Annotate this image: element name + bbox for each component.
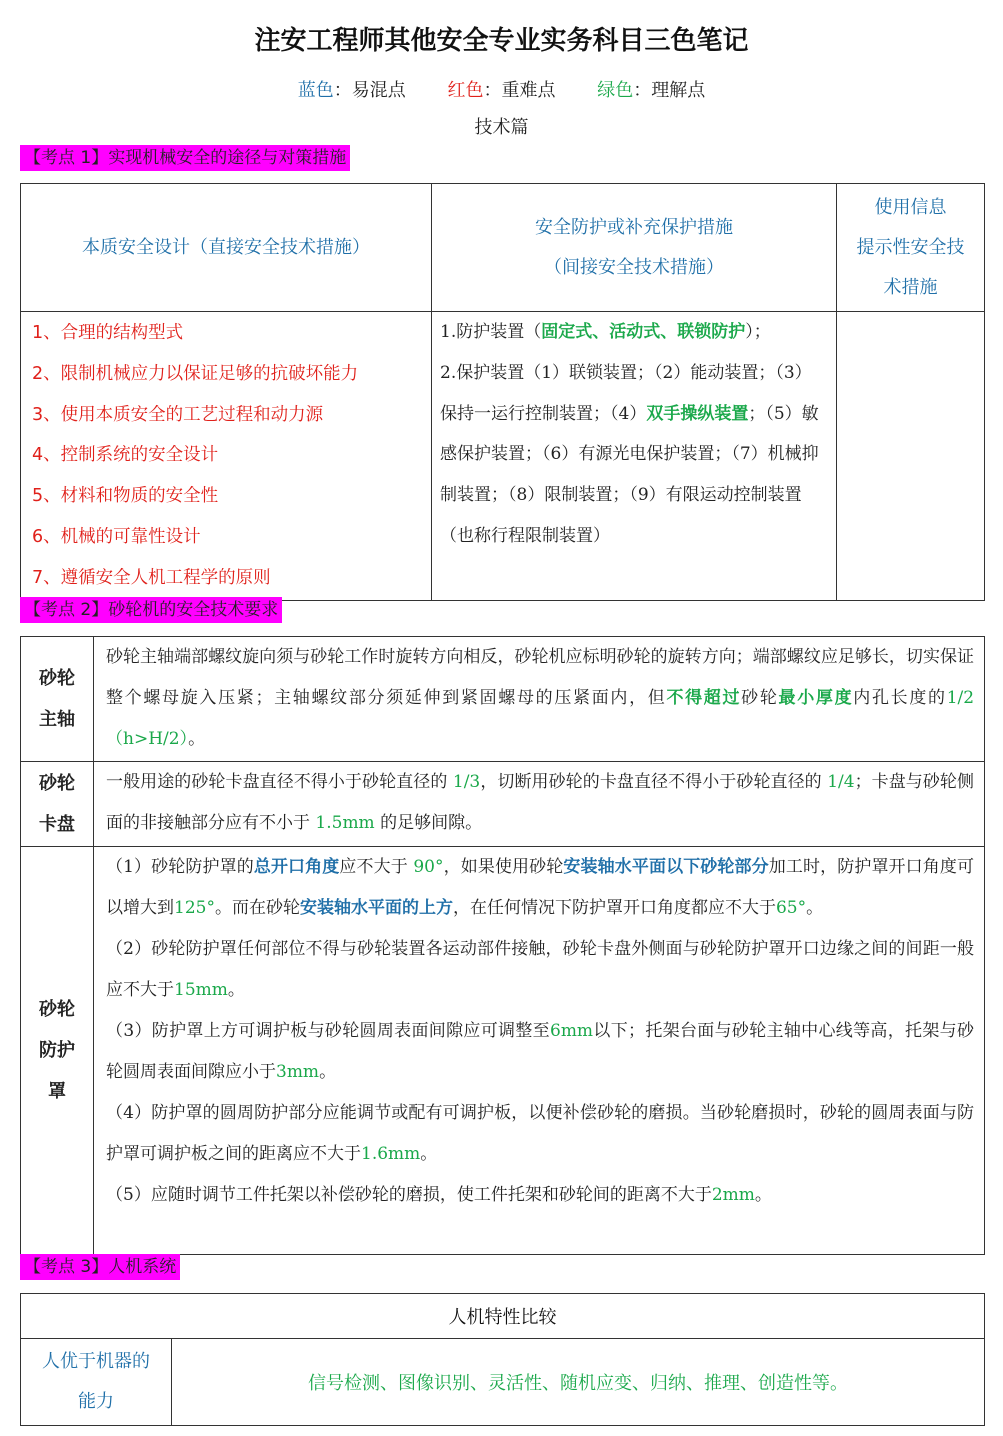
text-run: 。 [420, 1144, 438, 1164]
legend-green-label: 绿色 [597, 80, 634, 101]
blue-text-run: 总开口角度 [253, 857, 340, 877]
header-usage-line-3: 术措施 [883, 276, 938, 298]
list-item: 3、使用本质安全的工艺过程和动力源 [32, 404, 324, 425]
header-protective-measures [432, 184, 837, 312]
table-title: 人机特性比较 [21, 1294, 985, 1339]
legend-red [448, 76, 556, 102]
text-run: 2.保护装置（1）联锁装置；（2）能动装置；（3）保持一运行控制装置；（4） [440, 362, 812, 424]
green-text-run: 1/4 [827, 772, 855, 792]
legend-green-text: ：理解点 [633, 80, 706, 101]
green-text-run: 15mm [174, 980, 228, 1000]
chuck-text [94, 762, 985, 847]
document-title: 注安工程师其他安全专业实务科目三色笔记 [254, 26, 749, 56]
header-usage-line-2: 提示性安全技 [856, 236, 965, 258]
header-intrinsic-safety [21, 184, 432, 312]
grinder-safety-table [20, 636, 985, 1255]
green-text-run: 双手操纵装置 [646, 403, 749, 424]
legend-green [597, 76, 705, 102]
text-run: 砂轮主轴端部螺纹旋向须与砂轮工作时旋转方向相反，砂轮机应标明砂轮的旋转方向；端部螺纹应足够长，切实保证整个螺母旋入压紧；主轴螺纹部分须延伸到紧固螺母的压紧面内，但 [106, 647, 974, 708]
row-label-line: 能力 [78, 1391, 114, 1412]
legend-red-label: 红色 [447, 80, 484, 101]
text-run: 以下；托架台面与砂轮主轴中心线等高，托架与砂轮圆周表面间隙应小于 [106, 1021, 974, 1082]
green-text-run: 125° [174, 898, 215, 918]
color-legend [0, 76, 1003, 102]
row-label-line: 人优于机器的 [42, 1351, 150, 1372]
text-run: （2）砂轮防护罩任何部位不得与砂轮装置各运动部件接触，砂轮卡盘外侧面与砂轮防护罩开口边缘之间的间距一般应不大于 [106, 939, 974, 1000]
green-text-run: 1.6mm [361, 1144, 421, 1164]
text-run: 加工时，防护罩开口角度可以增大到 [106, 857, 975, 918]
human-machine-table [20, 1293, 985, 1426]
section-heading-kaodian-2: 【考点 2】砂轮机的安全技术要求 [20, 597, 282, 623]
text-run: ；（5）敏感保护装置；（6）有源光电保护装置；（7）机械抑制装置；（8）限制装置；（9）有限运动控制装置（也称行程限制装置） [440, 403, 819, 546]
green-text-run: 不得超过 [666, 688, 742, 708]
legend-blue-text: ：易混点 [333, 80, 406, 101]
intrinsic-safety-list [21, 312, 432, 601]
document-subtitle: 技术篇 [474, 117, 529, 138]
green-text-run: 最小厚度 [778, 688, 854, 708]
text-run: 一般用途的砂轮卡盘直径不得小于砂轮直径的 [106, 772, 453, 792]
text-run: ）； [745, 322, 771, 342]
legend-red-text: ：重难点 [483, 80, 556, 101]
text-run: （5）应随时调节工件托架以补偿砂轮的磨损，使工件托架和砂轮间的距离不大于 [106, 1185, 712, 1205]
guard-paragraph-1 [106, 847, 974, 929]
text-run: 。 [227, 980, 245, 1000]
list-item: 7、遵循安全人机工程学的原则 [32, 567, 271, 588]
text-run: 的足够间隙。 [374, 813, 483, 833]
row-label-guard [21, 847, 94, 1255]
green-text-run: 90° [413, 857, 444, 877]
text-run: ；卡盘与砂轮侧面的非接触部分应有不小于 [106, 772, 975, 833]
section-heading-kaodian-3: 【考点 3】人机系统 [20, 1254, 180, 1280]
list-item: 6、机械的可靠性设计 [32, 526, 201, 547]
guard-paragraph-2 [106, 929, 974, 1011]
legend-blue [298, 76, 406, 102]
legend-blue-label: 蓝色 [297, 80, 334, 101]
guard-text [94, 847, 985, 1255]
row-label-line: 砂轮 [39, 999, 75, 1020]
machine-safety-table [20, 183, 985, 601]
text-run: ，如果使用砂轮 [443, 857, 564, 877]
header-usage-line-1: 使用信息 [874, 196, 947, 218]
text-run: 。而在砂轮 [214, 898, 300, 918]
row-label-line: 防护 [39, 1040, 75, 1061]
guard-paragraph-4 [106, 1093, 974, 1175]
human-advantage-value: 信号检测、图像识别、灵活性、随机应变、归纳、推理、创造性等。 [172, 1339, 985, 1426]
text-run: ，在任何情况下防护罩开口角度都应不大于 [452, 898, 776, 918]
section-heading-kaodian-1: 【考点 1】实现机械安全的途径与对策措施 [20, 145, 350, 171]
text-run: 内孔长度的 [853, 688, 947, 708]
text-run: ，切断用砂轮的卡盘直径不得小于砂轮直径的 [480, 772, 828, 792]
header-usage-info [837, 184, 985, 312]
row-label-human-advantage [21, 1339, 172, 1426]
text-run: 砂轮 [741, 688, 779, 708]
text-run: （3）防护罩上方可调护板与砂轮圆周表面间隙应可调整至 [106, 1021, 550, 1041]
row-label-line: 砂轮 [39, 773, 75, 794]
green-text-run: 1/2（h>H/2） [106, 688, 975, 749]
guard-paragraph-3 [106, 1011, 974, 1093]
green-text-run: 2mm [711, 1185, 755, 1205]
text-run: 。 [319, 1062, 337, 1082]
protective-measures-text [432, 312, 837, 601]
green-text-run: 1.5mm [315, 813, 375, 833]
green-text-run: 65° [775, 898, 807, 918]
text-run: 。 [188, 729, 206, 749]
list-item: 2、限制机械应力以保证足够的抗破坏能力 [32, 363, 359, 384]
guard-paragraph-5 [106, 1175, 974, 1216]
header-protective-line-2: （间接安全技术措施） [544, 256, 724, 278]
text-run: 。 [806, 898, 824, 918]
green-text-run: 1/3 [452, 772, 481, 792]
usage-info-cell [837, 312, 985, 601]
green-text-run: 固定式、活动式、联锁防护 [541, 322, 746, 342]
text-run: （4）防护罩的圆周防护部分应能调节或配有可调护板，以便补偿砂轮的磨损。当砂轮磨损时，砂轮的圆周表面与防护罩可调护板之间的距离应不大于 [106, 1103, 974, 1164]
spindle-text [94, 637, 985, 762]
blue-text-run: 安装轴水平面的上方 [299, 898, 453, 918]
header-intrinsic-safety-text: 本质安全设计（直接安全技术措施） [82, 236, 370, 258]
row-label-line: 卡盘 [39, 814, 75, 835]
list-item: 5、材料和物质的安全性 [32, 486, 219, 507]
text-run: 。 [754, 1185, 772, 1205]
text-run: 应不大于 [339, 857, 414, 877]
list-item: 1、合理的结构型式 [32, 323, 184, 343]
row-label-line: 砂轮 [39, 668, 75, 689]
green-text-run: 3mm [276, 1062, 320, 1082]
row-label-chuck [21, 762, 94, 847]
text-run: 1.防护装置（ [440, 322, 542, 342]
blue-text-run: 安装轴水平面以下砂轮部分 [563, 857, 769, 877]
header-protective-line-1: 安全防护或补充保护措施 [535, 216, 733, 238]
text-run: （1）砂轮防护罩的 [106, 857, 254, 877]
list-item: 4、控制系统的安全设计 [32, 445, 219, 466]
row-label-line: 罩 [48, 1081, 66, 1102]
row-label-spindle [21, 637, 94, 762]
row-label-line: 主轴 [39, 709, 75, 730]
green-text-run: 6mm [550, 1021, 594, 1041]
